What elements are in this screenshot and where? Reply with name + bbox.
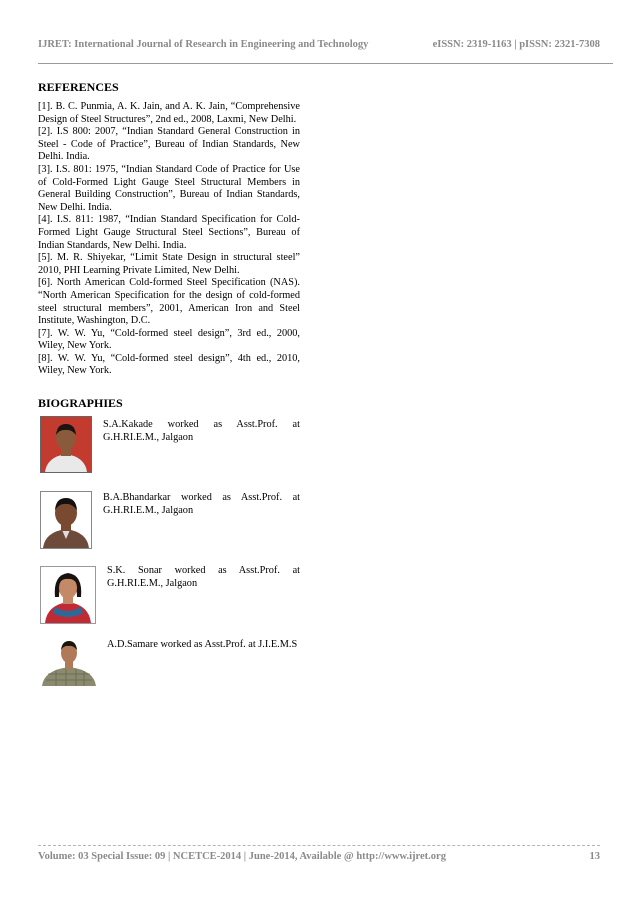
reference-item: [4]. I.S. 811: 1987, “Indian Standard Specification for Cold-Formed Light Gauge Structural Steel Sections”, Bureau of Indian Standards, New Delhi. India. (38, 214, 300, 251)
reference-item: [2]. I.S 800: 2007, “Indian Standard General Construction in Steel - Code of Practice”, Bureau of Indian Standards, New Delhi. India. (38, 126, 300, 163)
reference-item: [7]. W. W. Yu, “Cold-formed steel design”, 3rd ed., 2000, Wiley, New York. (38, 327, 300, 352)
author-photo (40, 416, 92, 473)
page-number: 13 (589, 851, 600, 862)
page-header (38, 39, 600, 50)
reference-item: [5]. M. R. Shiyekar, “Limit State Design in structural steel” 2010, PHI Learning Private Limited, New Delhi. (38, 252, 300, 276)
reference-item: [1]. B. C. Punmia, A. K. Jain, and A. K. Jain, “Comprehensive Design of Steel Structures”, 2nd ed., 2008, Laxmi, New Delhi. (38, 101, 300, 125)
references-heading: REFERENCES (38, 80, 119, 94)
journal-name: IJRET: International Journal of Research in Engineering and Technology (38, 39, 369, 50)
biography-text: S.K. Sonar worked as Asst.Prof. at G.H.RI.E.M., Jalgaon (107, 565, 300, 589)
reference-item: [6]. North American Cold-formed Steel Specification (NAS). “North American Specification for the design of cold-formed steel structural members”, 2001, American Iron and Steel Institute, Washington, D.C. (38, 277, 300, 327)
biography-text: S.A.Kakade worked as Asst.Prof. at G.H.RI.E.M., Jalgaon (103, 419, 300, 443)
author-photo (40, 566, 96, 624)
footer-divider (38, 845, 600, 846)
reference-item: [8]. W. W. Yu, “Cold-formed steel design”, 4th ed., 2010, Wiley, New York. (38, 352, 300, 377)
volume-info: Volume: 03 Special Issue: 09 | NCETCE-2014 | June-2014, Available @ http://www.ijret.org (38, 851, 446, 862)
reference-item: [3]. I.S. 801: 1975, “Indian Standard Code of Practice for Use of Cold-Formed Light Gauge Steel Structural Members in General Building Construction”, Bureau of Indian Standards, New Delhi. India. (38, 163, 300, 213)
header-divider (38, 63, 613, 64)
biography-text: B.A.Bhandarkar worked as Asst.Prof. at G.H.RI.E.M., Jalgaon (103, 492, 300, 516)
issn-info: eISSN: 2319-1163 | pISSN: 2321-7308 (432, 39, 600, 50)
author-photo (40, 491, 92, 549)
author-photo (40, 638, 98, 686)
references-list (38, 101, 300, 378)
biography-text: A.D.Samare worked as Asst.Prof. at J.I.E.M.S (107, 639, 298, 650)
biographies-heading: BIOGRAPHIES (38, 396, 123, 410)
page-footer (38, 851, 600, 862)
